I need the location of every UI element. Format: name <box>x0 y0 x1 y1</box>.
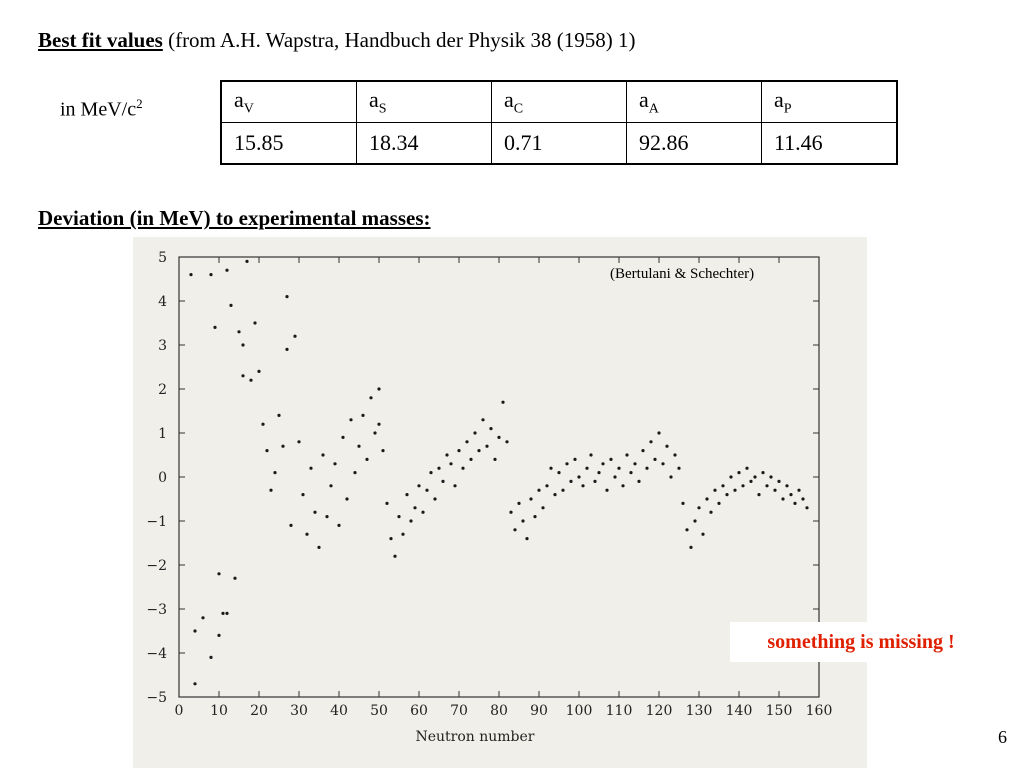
data-point <box>189 273 192 276</box>
data-point <box>273 471 276 474</box>
data-point <box>277 414 280 417</box>
data-point <box>493 458 496 461</box>
y-tick-label: 4 <box>158 294 167 310</box>
data-point <box>337 524 340 527</box>
units-text: in MeV/c <box>60 98 137 121</box>
data-point <box>285 295 288 298</box>
data-point <box>525 537 528 540</box>
data-point <box>785 484 788 487</box>
data-point <box>389 537 392 540</box>
data-point <box>473 431 476 434</box>
y-tick-label: −5 <box>146 690 167 706</box>
x-tick-label: 80 <box>490 703 508 719</box>
data-point <box>625 453 628 456</box>
data-point <box>593 480 596 483</box>
x-tick-label: 60 <box>410 703 428 719</box>
y-tick-label: −4 <box>146 646 167 662</box>
data-point <box>677 467 680 470</box>
x-tick-label: 20 <box>250 703 268 719</box>
table-value-row <box>221 123 897 165</box>
x-tick-label: 120 <box>645 703 673 719</box>
y-tick-label: 0 <box>158 470 167 486</box>
data-point <box>745 467 748 470</box>
data-point <box>649 440 652 443</box>
data-point <box>613 475 616 478</box>
data-point <box>633 462 636 465</box>
data-point <box>477 449 480 452</box>
data-point <box>585 467 588 470</box>
data-point <box>269 489 272 492</box>
data-point <box>217 634 220 637</box>
data-point <box>781 497 784 500</box>
x-tick-label: 100 <box>565 703 593 719</box>
data-point <box>393 555 396 558</box>
x-tick-label: 130 <box>685 703 713 719</box>
data-point <box>629 471 632 474</box>
data-point <box>657 431 660 434</box>
data-point <box>241 343 244 346</box>
data-point <box>289 524 292 527</box>
data-point <box>329 484 332 487</box>
data-point <box>509 511 512 514</box>
data-point <box>433 497 436 500</box>
data-point <box>673 453 676 456</box>
data-point <box>481 418 484 421</box>
data-point <box>665 445 668 448</box>
value-cell: 0.71 <box>492 123 627 165</box>
x-tick-label: 0 <box>174 703 184 719</box>
data-point <box>517 502 520 505</box>
x-tick-label: 150 <box>765 703 793 719</box>
x-tick-label: 70 <box>450 703 468 719</box>
data-point <box>413 506 416 509</box>
y-tick-label: 3 <box>158 338 167 354</box>
data-point <box>537 489 540 492</box>
data-point <box>577 475 580 478</box>
parameters-table <box>220 80 898 165</box>
data-point <box>373 431 376 434</box>
x-tick-label: 30 <box>290 703 308 719</box>
data-point <box>557 471 560 474</box>
x-tick-label: 50 <box>370 703 388 719</box>
x-tick-label: 140 <box>725 703 753 719</box>
data-point <box>565 462 568 465</box>
data-point <box>669 475 672 478</box>
data-point <box>457 449 460 452</box>
data-point <box>213 326 216 329</box>
data-point <box>321 453 324 456</box>
data-point <box>797 489 800 492</box>
data-point <box>685 528 688 531</box>
data-point <box>193 629 196 632</box>
data-point <box>345 497 348 500</box>
data-point <box>769 475 772 478</box>
data-point <box>617 467 620 470</box>
data-point <box>541 506 544 509</box>
data-point <box>553 493 556 496</box>
data-point <box>725 493 728 496</box>
table-header-row <box>221 81 897 123</box>
data-point <box>777 480 780 483</box>
data-point <box>241 374 244 377</box>
data-point <box>717 502 720 505</box>
data-point <box>545 484 548 487</box>
data-point <box>397 515 400 518</box>
data-point <box>549 467 552 470</box>
scatter-plot <box>133 237 867 768</box>
data-point <box>425 489 428 492</box>
data-point <box>297 440 300 443</box>
units-label <box>60 96 143 122</box>
value-cell: 18.34 <box>357 123 492 165</box>
data-point <box>261 423 264 426</box>
header-cell: $a_A$ <box>627 81 762 123</box>
data-point <box>421 511 424 514</box>
title-bold: Best fit values <box>38 28 163 52</box>
data-point <box>209 656 212 659</box>
data-point <box>757 493 760 496</box>
data-point <box>437 467 440 470</box>
data-point <box>193 682 196 685</box>
data-point <box>569 480 572 483</box>
data-point <box>741 484 744 487</box>
data-point <box>377 387 380 390</box>
data-point <box>417 484 420 487</box>
data-point <box>401 533 404 536</box>
header-cell: $a_V$ <box>221 81 357 123</box>
data-point <box>605 489 608 492</box>
data-point <box>689 546 692 549</box>
data-point <box>313 511 316 514</box>
data-point <box>301 493 304 496</box>
data-point <box>529 497 532 500</box>
data-point <box>489 427 492 430</box>
data-point <box>641 449 644 452</box>
data-point <box>369 396 372 399</box>
data-point <box>505 440 508 443</box>
data-point <box>465 440 468 443</box>
data-point <box>485 445 488 448</box>
data-point <box>325 515 328 518</box>
data-point <box>597 471 600 474</box>
data-point <box>429 471 432 474</box>
data-point <box>681 502 684 505</box>
data-point <box>765 484 768 487</box>
data-point <box>237 330 240 333</box>
data-point <box>385 502 388 505</box>
x-tick-label: 10 <box>210 703 228 719</box>
data-point <box>377 423 380 426</box>
y-tick-label: −2 <box>146 558 167 574</box>
y-tick-label: 1 <box>158 426 167 442</box>
data-point <box>361 414 364 417</box>
data-point <box>253 321 256 324</box>
data-point <box>221 612 224 615</box>
data-point <box>265 449 268 452</box>
data-point <box>573 458 576 461</box>
data-point <box>201 616 204 619</box>
data-point <box>721 484 724 487</box>
data-point <box>713 489 716 492</box>
data-point <box>357 445 360 448</box>
data-point <box>233 577 236 580</box>
data-point <box>513 528 516 531</box>
plot-frame <box>179 257 819 697</box>
figure-credit: (Bertulani & Schechter) <box>610 266 755 282</box>
data-point <box>445 453 448 456</box>
data-point <box>581 484 584 487</box>
data-point <box>693 519 696 522</box>
data-point <box>697 506 700 509</box>
data-point <box>637 480 640 483</box>
header-cell: $a_S$ <box>357 81 492 123</box>
scatter-figure <box>133 237 867 768</box>
data-point <box>709 511 712 514</box>
data-point <box>305 533 308 536</box>
data-point <box>521 519 524 522</box>
value-cell: 15.85 <box>221 123 357 165</box>
missing-note: something is missing ! <box>730 622 992 662</box>
data-point <box>497 436 500 439</box>
data-point <box>405 493 408 496</box>
page-number: 6 <box>998 727 1007 747</box>
value-cell: 92.86 <box>627 123 762 165</box>
data-point <box>461 467 464 470</box>
data-point <box>353 471 356 474</box>
data-point <box>749 480 752 483</box>
data-point <box>349 418 352 421</box>
data-point <box>661 462 664 465</box>
data-point <box>729 475 732 478</box>
data-point <box>773 489 776 492</box>
data-point <box>753 475 756 478</box>
data-point <box>793 502 796 505</box>
x-tick-label: 110 <box>605 703 633 719</box>
data-point <box>309 467 312 470</box>
data-point <box>441 480 444 483</box>
y-tick-label: 5 <box>158 250 167 266</box>
data-point <box>341 436 344 439</box>
data-point <box>249 379 252 382</box>
data-point <box>285 348 288 351</box>
data-point <box>257 370 260 373</box>
data-point <box>225 612 228 615</box>
data-point <box>733 489 736 492</box>
data-point <box>281 445 284 448</box>
x-tick-label: 40 <box>330 703 348 719</box>
x-tick-label: 90 <box>530 703 548 719</box>
data-point <box>317 546 320 549</box>
x-tick-label: 160 <box>805 703 833 719</box>
data-point <box>365 458 368 461</box>
data-point <box>621 484 624 487</box>
data-point <box>293 335 296 338</box>
value-cell: 11.46 <box>762 123 898 165</box>
data-point <box>789 493 792 496</box>
data-point <box>761 471 764 474</box>
data-point <box>381 449 384 452</box>
y-tick-label: −3 <box>146 602 167 618</box>
data-point <box>449 462 452 465</box>
data-point <box>229 304 232 307</box>
data-point <box>409 519 412 522</box>
data-point <box>589 453 592 456</box>
data-point <box>533 515 536 518</box>
title-rest: (from A.H. Wapstra, Handbuch der Physik 38 (1958) 1) <box>162 28 636 52</box>
slide-title <box>38 28 636 53</box>
y-tick-label: −1 <box>146 514 167 530</box>
data-point <box>561 489 564 492</box>
data-point <box>705 497 708 500</box>
header-cell: $a_C$ <box>492 81 627 123</box>
data-point <box>225 269 228 272</box>
data-point <box>453 484 456 487</box>
data-point <box>217 572 220 575</box>
data-point <box>701 533 704 536</box>
data-point <box>601 462 604 465</box>
data-point <box>653 458 656 461</box>
data-point <box>645 467 648 470</box>
data-point <box>209 273 212 276</box>
data-point <box>333 462 336 465</box>
data-point <box>805 506 808 509</box>
x-axis-label: Neutron number <box>415 729 535 745</box>
data-point <box>245 260 248 263</box>
data-point <box>737 471 740 474</box>
data-point <box>501 401 504 404</box>
deviation-heading: Deviation (in MeV) to experimental masses: <box>38 206 431 230</box>
data-point <box>801 497 804 500</box>
header-cell: $a_P$ <box>762 81 898 123</box>
data-point <box>469 458 472 461</box>
units-sup: 2 <box>136 96 143 111</box>
data-point <box>609 458 612 461</box>
y-tick-label: 2 <box>158 382 167 398</box>
